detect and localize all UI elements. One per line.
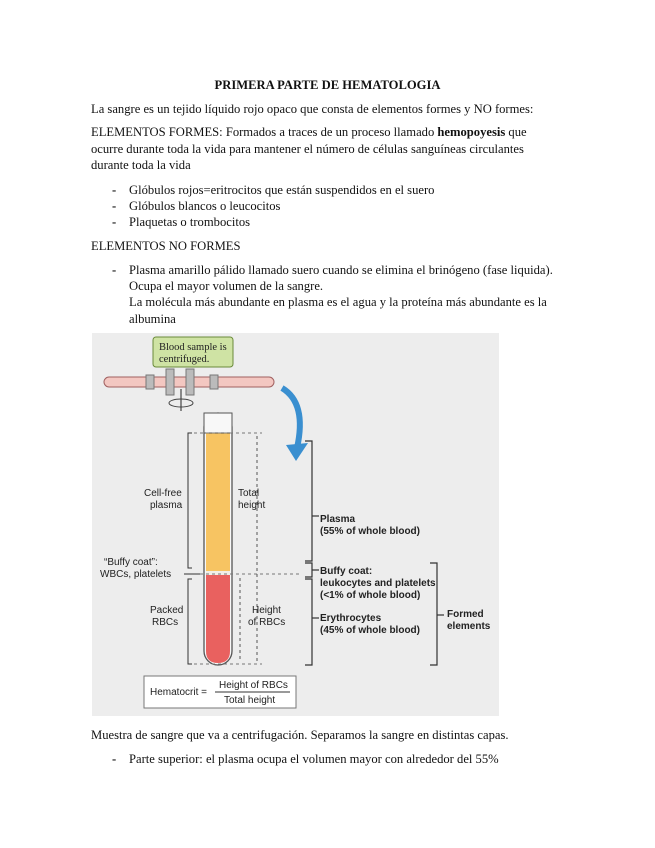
label-formed-2: elements [447,621,491,632]
figure-svg [92,333,499,716]
formes-prefix: ELEMENTOS FORMES: Formados a traces de un proceso llamado [91,125,438,139]
list-item-text: Glóbulos blancos o leucocitos [129,199,281,213]
centrifuge-figure [92,333,499,716]
label-plasma: Plasma [320,514,356,525]
list-item-text: Plaquetas o trombocitos [129,215,251,229]
plasma-line-1: Plasma amarillo pálido llamado suero cuando se elimina el brinógeno (fase liquida). [129,263,553,277]
hematocrit-label: Hematocrit = [150,687,207,698]
no-formes-heading: ELEMENTOS NO FORMES [91,239,241,253]
label-cell-free-2: plasma [150,500,183,511]
label-buffy-left-1: “Buffy coat”: [104,557,158,568]
label-height-rbc-2: of RBCs [248,617,286,628]
label-buffy-right-pct: (<1% of whole blood) [320,590,421,601]
label-buffy-right: Buffy coat: [320,566,373,577]
curved-arrow-icon [282,388,300,448]
label-erythrocytes: Erythrocytes [320,613,382,624]
clamp-left [146,375,154,389]
intro-paragraph: La sangre es un tejido líquido rojo opaco que consta de elementos formes y NO formes: [91,102,534,116]
label-total-height-2: height [238,500,266,511]
formes-paragraph [91,124,561,174]
rbc-layer [206,575,230,663]
plasma-layer [206,433,230,573]
document-page: PRIMERA PARTE DE HEMATOLOGIA La sangre es un tejido líquido rojo opaco que consta de elementos formes y NO formes: ELEMENTOS FORMES: Formados a traces de un proceso llamado hemopoyesis que ocurre durante toda la vida para mantener el número de células sanguíneas circulantes durante toda la vida - Glóbulos rojos=eritrocitos que están suspendidos en el suero - Glóbulos blancos o leucocitos - Plaquetas o trombocitos ELEMENTOS NO FORMES - Plasma amarillo pálido llamado suero cuando se elimina el brinógeno (fase liquida). Ocupa el mayor volumen de la sangre. La molécula más abundante en plasma es el agua y la proteína más abundante es la albumina Blood sample is centrifuged. Cell-free plasma “Buffy coat”: WBCs, platelets Packed RBCs Total height Height of RBCs Plasma (55% of whole blood) Buffy coat: leukocytes and platelets (<1% of whole blood) Erythrocytes (45% of whole blood) Formed elements Hematocrit = Height of RBCs Total height Muestra de sangre que va a centrifugación. Separamos la sangre en distintas capas. - Parte superior: el plasma ocupa el volumen mayor con alrededor del 55% [0,0,655,848]
formes-suffix: que ocurre durante toda la vida para mantener el número de células sanguíneas circulantes durante toda la vida [91,125,527,172]
figure-caption: Muestra de sangre que va a centrifugación. Separamos la sangre en distintas capas. [91,728,509,742]
label-packed-1: Packed [150,605,184,616]
page-title: PRIMERA PARTE DE HEMATOLOGIA [214,78,441,92]
label-buffy-left-2: WBCs, platelets [100,569,172,580]
clamp-right [210,375,218,389]
hematocrit-numerator: Height of RBCs [219,680,288,691]
plasma-line-2: Ocupa el mayor volumen de la sangre. [129,279,324,293]
label-formed-1: Formed [447,609,484,620]
label-buffy-right-2: leukocytes and platelets [320,578,436,589]
list-item-text: Glóbulos rojos=eritrocitos que están suspendidos en el suero [129,183,435,197]
label-height-rbc-1: Height [252,605,281,616]
hematocrit-denominator: Total height [224,695,276,706]
label-cell-free-1: Cell-free [144,488,182,499]
plasma-line-3: La molécula más abundante en plasma es el agua y la proteína más abundante es la albumina [129,295,547,326]
callout-line-2: centrifuged. [159,354,210,365]
label-total-height-1: Total [238,488,260,499]
clamp-center-2 [186,369,194,395]
clamp-center [166,369,174,395]
label-erythrocytes-pct: (45% of whole blood) [320,625,420,636]
label-packed-2: RBCs [152,617,179,628]
callout-line-1: Blood sample is [159,342,227,353]
list-item-text: Parte superior: el plasma ocupa el volumen mayor con alrededor del 55% [129,752,499,766]
label-plasma-pct: (55% of whole blood) [320,526,420,537]
hemopoyesis-term: hemopoyesis [437,125,506,139]
